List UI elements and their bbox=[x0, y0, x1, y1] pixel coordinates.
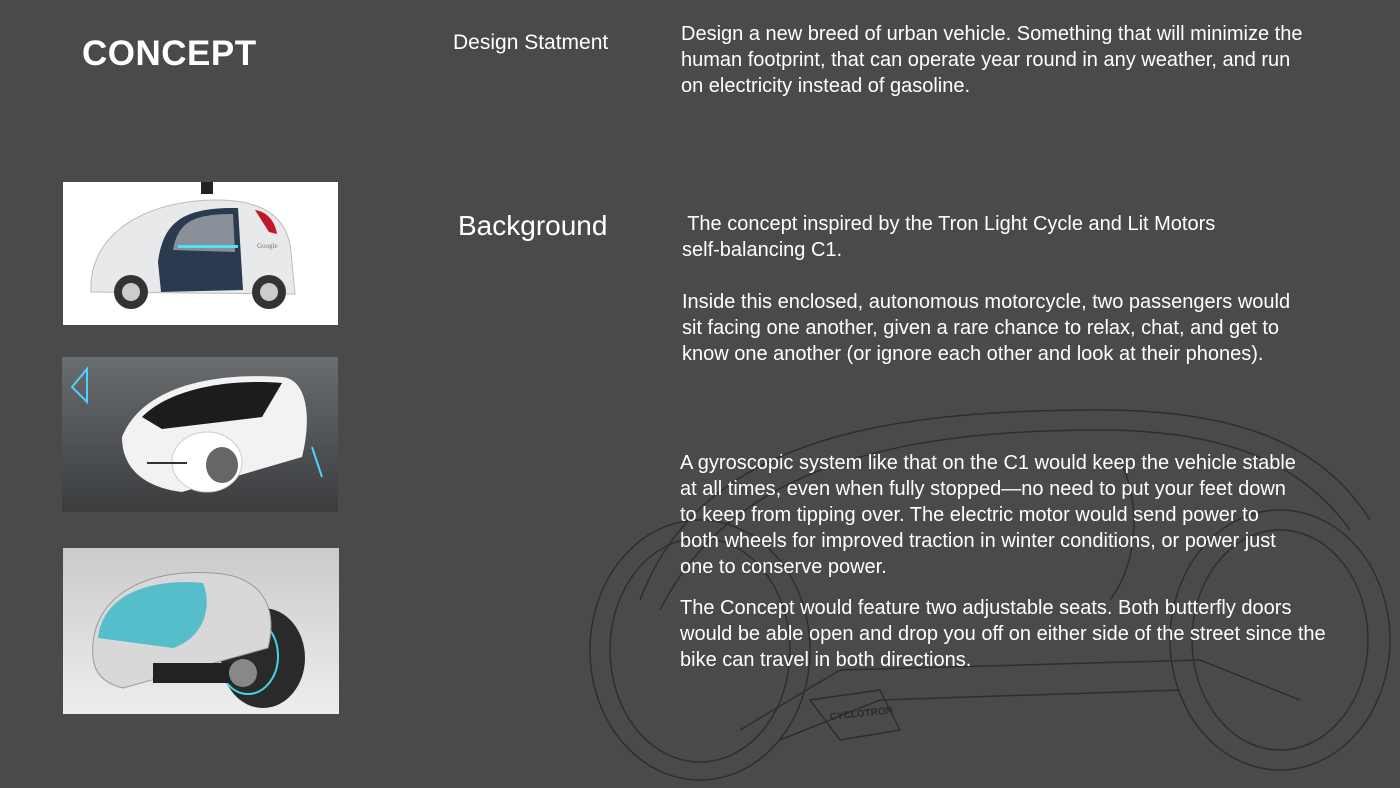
light-cycle-image bbox=[63, 548, 339, 714]
text-line: Design a new breed of urban vehicle. Something that will minimize the bbox=[681, 23, 1303, 45]
capsule-vehicle-image bbox=[62, 357, 338, 512]
text-line: to keep from tipping over. The electric motor would send power to bbox=[680, 504, 1259, 526]
background-paragraph-2 bbox=[682, 289, 1290, 367]
background-paragraph-1 bbox=[682, 211, 1215, 263]
design-statement-text bbox=[681, 21, 1302, 99]
page-title: CONCEPT bbox=[82, 34, 257, 73]
text-line: would be able open and drop you off on either side of the street since the bbox=[680, 623, 1326, 645]
text-line: Inside this enclosed, autonomous motorcycle, two passengers would bbox=[682, 291, 1291, 313]
text-line: human footprint, that can operate year round in any weather, and run bbox=[681, 49, 1291, 71]
text-line: The concept inspired by the Tron Light Cycle and Lit Motors bbox=[682, 213, 1216, 235]
background-label: Background bbox=[458, 210, 608, 241]
text-line: A gyroscopic system like that on the C1 would keep the vehicle stable bbox=[680, 452, 1296, 474]
text-line: one to conserve power. bbox=[680, 556, 887, 578]
text-line: bike can travel in both directions. bbox=[680, 649, 972, 671]
car-brand-text: Google bbox=[257, 242, 278, 250]
text-line: at all times, even when fully stopped—no need to put your feet down bbox=[680, 478, 1286, 500]
google-car-image bbox=[63, 182, 338, 325]
background-paragraph-3 bbox=[680, 450, 1296, 580]
text-line: sit facing one another, given a rare chance to relax, chat, and get to bbox=[682, 317, 1280, 339]
text-line: both wheels for improved traction in winter conditions, or power just bbox=[680, 530, 1276, 552]
text-line: self-balancing C1. bbox=[682, 239, 843, 261]
design-statement-label: Design Statment bbox=[453, 31, 609, 54]
text-line: know one another (or ignore each other and look at their phones). bbox=[682, 343, 1264, 365]
text-line: The Concept would feature two adjustable seats. Both butterfly doors bbox=[680, 597, 1292, 619]
text-line: on electricity instead of gasoline. bbox=[681, 75, 971, 97]
background-paragraph-4 bbox=[680, 595, 1326, 673]
sketch-brand-text: CYCLOTRON bbox=[829, 705, 894, 723]
